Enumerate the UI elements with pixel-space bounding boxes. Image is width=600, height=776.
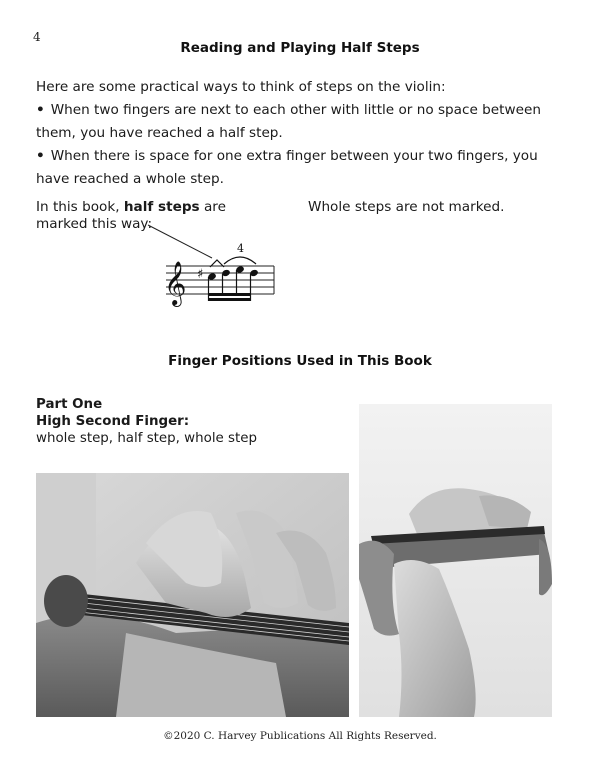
beam-1 [208,293,251,296]
intro-paragraph: Here are some practical ways to think of steps on the violin: [36,79,446,95]
half-step-notation-example [140,222,280,312]
stems [209,270,251,296]
bullet-symbol: • [36,148,45,164]
half-steps-bold: half steps [123,199,200,215]
section-title-half-steps: Reading and Playing Half Steps [180,40,420,56]
sharp-icon: ♯ [197,267,204,282]
treble-clef-icon: 𝄞 [164,261,187,305]
bullet-text: When two fingers are next to each other with little or no space between them, you have reached a half step. [36,102,541,141]
bullet-half-step [36,99,566,144]
bullet-symbol: • [36,102,45,118]
whole-steps-note: Whole steps are not marked. [308,199,505,215]
page-number: 4 [33,30,41,44]
photo-hand-side-view [359,404,552,717]
part-one-block [36,396,257,447]
copyright-footer: ©2020 C. Harvey Publications All Rights Reserved. [163,730,437,742]
finger-number: 4 [237,242,244,255]
pointer-line [148,225,212,258]
finger-label: High Second Finger: [36,414,190,429]
half-steps-prefix: In this book, [36,199,124,215]
photo-fingers-on-fingerboard [36,473,349,717]
half-steps-suffix: are marked this way: [36,199,226,232]
beam-2 [208,298,251,301]
slur [224,257,256,264]
step-pattern: whole step, half step, whole step [36,431,257,446]
bullet-text: When there is space for one extra finger between your two fingers, you have reached a whole step. [36,148,538,187]
section-title-finger-positions: Finger Positions Used in This Book [168,353,432,369]
part-label: Part One [36,397,103,412]
bullet-whole-step [36,145,566,190]
